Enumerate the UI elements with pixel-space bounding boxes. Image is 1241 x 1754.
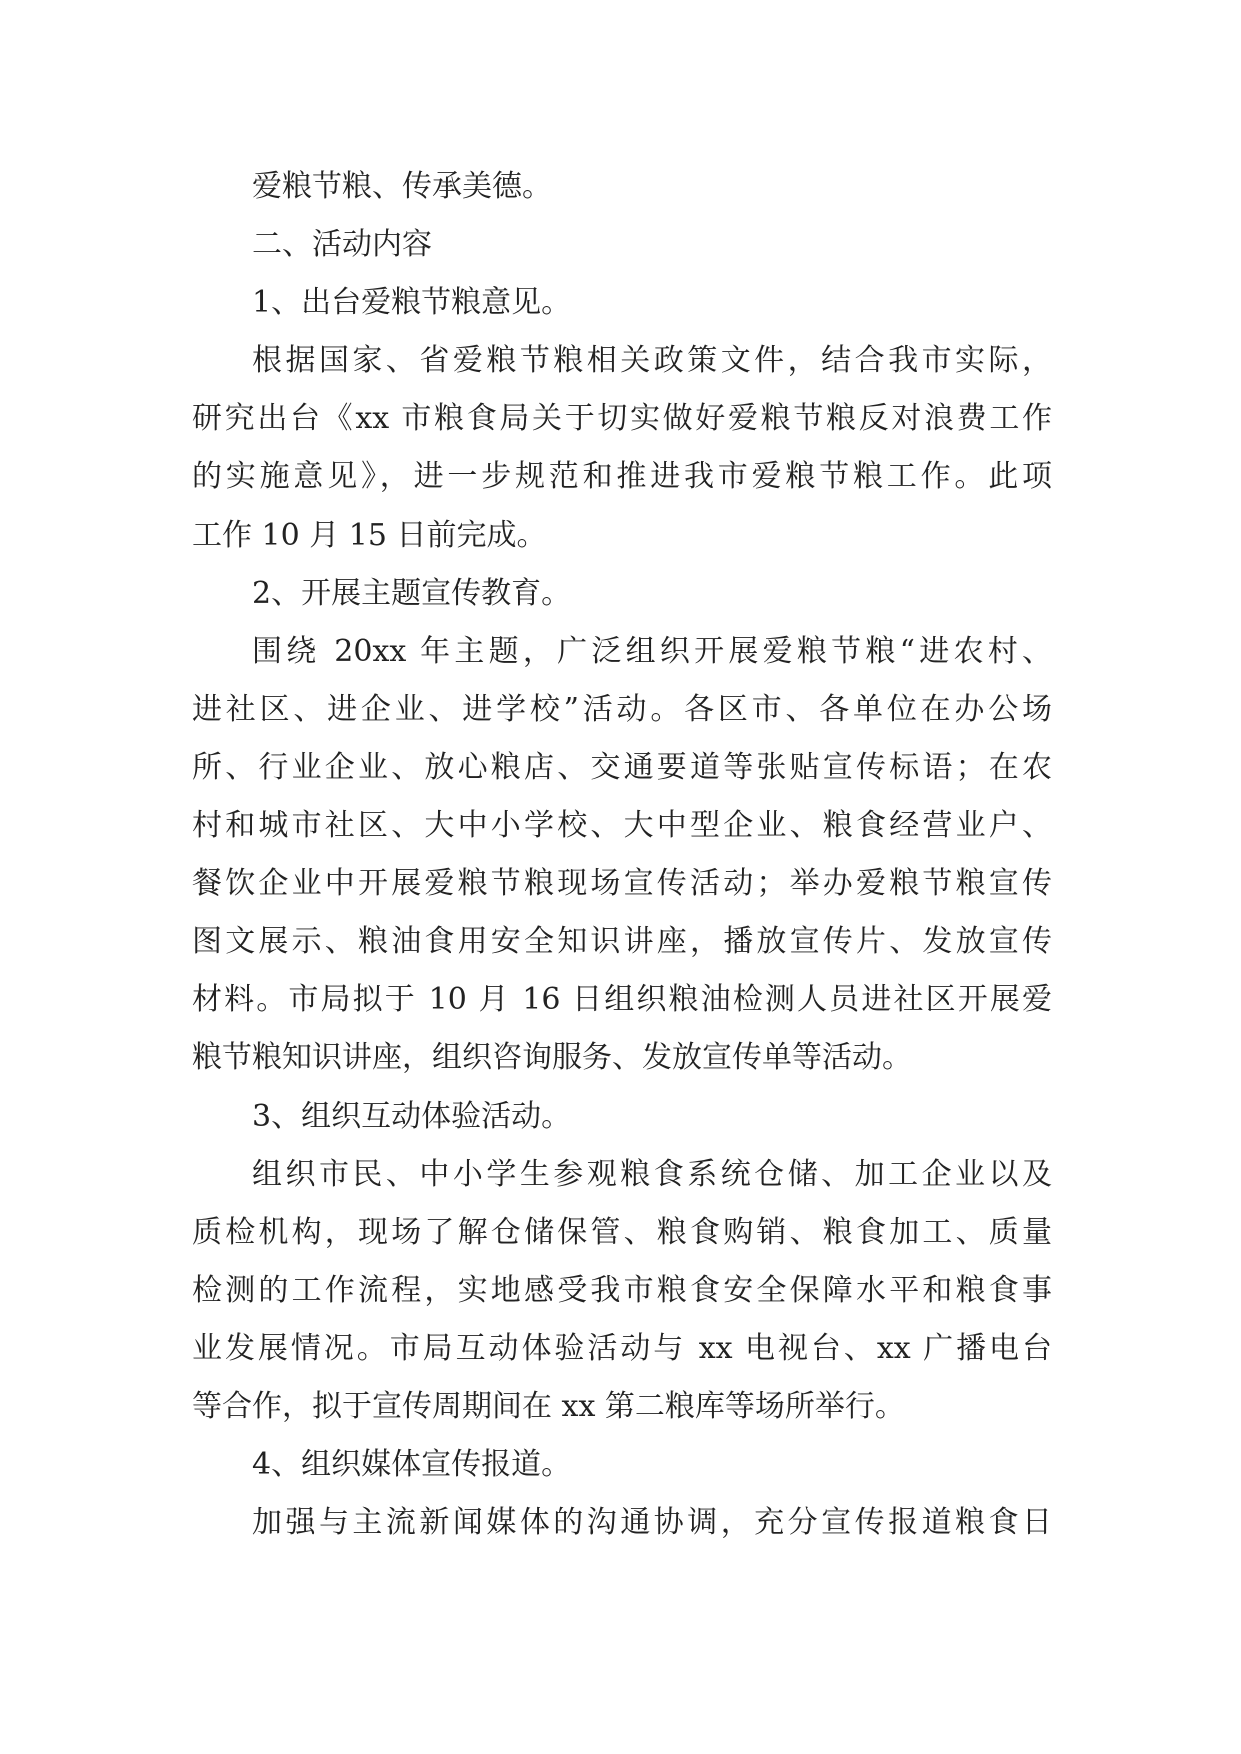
text-line: 围绕 20xx 年主题，广泛组织开展爱粮节粮“进农村、 — [252, 633, 1052, 669]
text-line: 工作 10 月 15 日前完成。 — [192, 517, 547, 553]
text-line: 根据国家、省爱粮节粮相关政策文件，结合我市实际， — [252, 343, 1052, 379]
text-line: 粮节粮知识讲座，组织咨询服务、发放宣传单等活动。 — [192, 1040, 912, 1076]
document-body — [192, 158, 1052, 1552]
text-line: 所、行业企业、放心粮店、交通要道等张贴宣传标语；在农 — [192, 749, 1052, 785]
text-line: 1、出台爱粮节粮意见。 — [252, 285, 572, 321]
text-line: 进社区、进企业、进学校”活动。各区市、各单位在办公场 — [192, 691, 1052, 727]
text-line: 质检机构，现场了解仓储保管、粮食购销、粮食加工、质量 — [192, 1214, 1052, 1250]
text-line: 等合作，拟于宣传周期间在 xx 第二粮库等场所举行。 — [192, 1388, 905, 1424]
text-line: 餐饮企业中开展爱粮节粮现场宣传活动；举办爱粮节粮宣传 — [192, 866, 1052, 902]
text-line: 研究出台《xx 市粮食局关于切实做好爱粮节粮反对浪费工作 — [192, 401, 1052, 437]
text-line: 二、活动内容 — [252, 227, 432, 263]
text-line: 爱粮节粮、传承美德。 — [252, 169, 552, 204]
text-line: 的实施意见》，进一步规范和推进我市爱粮节粮工作。此项 — [192, 459, 1052, 495]
text-line: 材料。市局拟于 10 月 16 日组织粮油检测人员进社区开展爱 — [192, 982, 1052, 1018]
text-line: 组织市民、中小学生参观粮食系统仓储、加工企业以及 — [252, 1156, 1052, 1192]
text-line: 2、开展主题宣传教育。 — [252, 575, 572, 611]
text-line: 图文展示、粮油食用安全知识讲座，播放宣传片、发放宣传 — [192, 924, 1052, 960]
text-line: 3、组织互动体验活动。 — [252, 1098, 572, 1134]
text-line: 业发展情况。市局互动体验活动与 xx 电视台、xx 广播电台 — [192, 1330, 1052, 1366]
text-line: 村和城市社区、大中小学校、大中型企业、粮食经营业户、 — [192, 808, 1052, 844]
text-line: 加强与主流新闻媒体的沟通协调，充分宣传报道粮食日 — [252, 1505, 1052, 1541]
text-line: 4、组织媒体宣传报道。 — [252, 1447, 572, 1483]
text-line: 检测的工作流程，实地感受我市粮食安全保障水平和粮食事 — [192, 1272, 1052, 1308]
